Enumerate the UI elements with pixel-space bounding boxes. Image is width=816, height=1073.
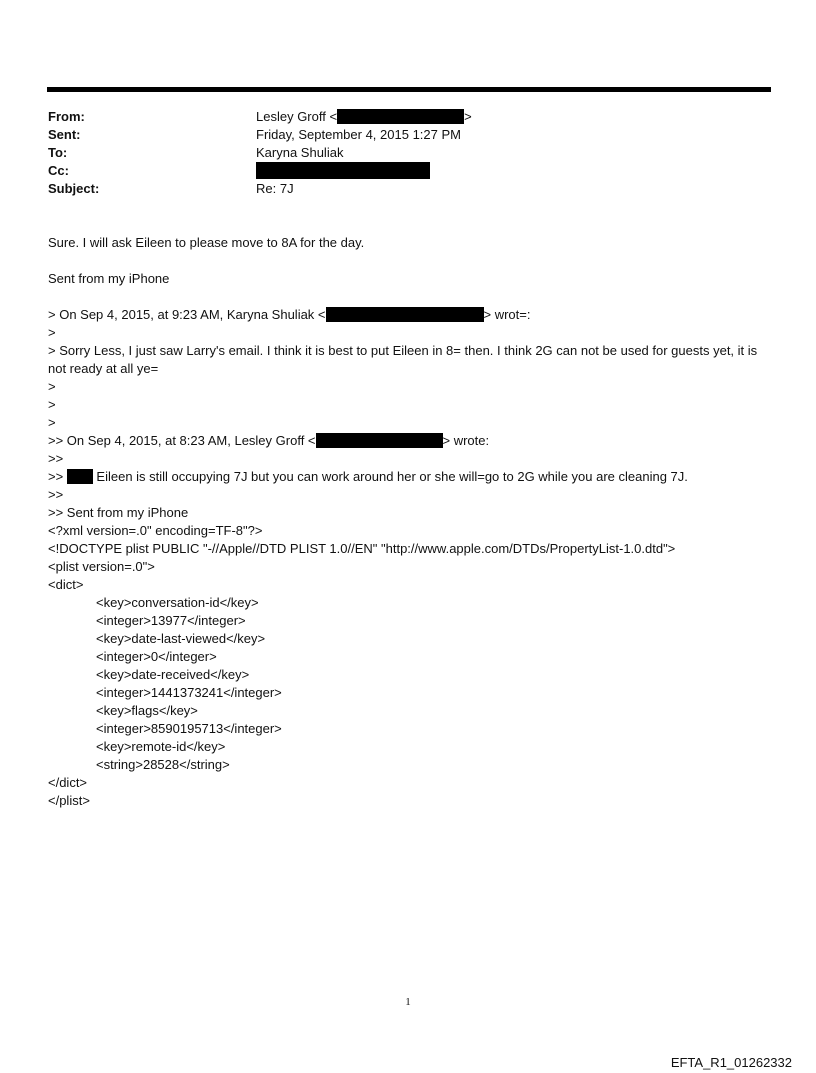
plist-line: <integer>0</integer>: [96, 649, 217, 664]
to-label: To:: [48, 145, 68, 160]
reply-text: Sure. I will ask Eileen to please move to 8A for the day.: [48, 235, 365, 250]
plist-line: <key>flags</key>: [96, 703, 198, 718]
from-label: From:: [48, 109, 85, 124]
nested-quote-header-start: >> On Sep 4, 2015, at 8:23 AM, Lesley Groff <: [48, 433, 316, 448]
dict-close-tag: </dict>: [48, 775, 88, 790]
quote-header-start: > On Sep 4, 2015, at 9:23 AM, Karyna Shuliak <: [48, 307, 326, 322]
plist-open-tag: <plist version=.0">: [48, 559, 155, 574]
nested-quote-text: Eileen is still occupying 7J but you can work around her or she will=go to 2G while you are cleaning 7J.: [92, 469, 688, 484]
plist-line: <key>conversation-id</key>: [96, 595, 259, 610]
from-close: >: [464, 109, 472, 124]
nested-quote-marker: >>: [48, 487, 64, 502]
plist-line: <integer>8590195713</integer>: [96, 721, 282, 736]
sent-label: Sent:: [48, 127, 81, 142]
quote-marker: >: [48, 325, 56, 340]
subject-value: Re: 7J: [256, 181, 294, 196]
quote-marker: >: [48, 397, 56, 412]
plist-line: <key>date-last-viewed</key>: [96, 631, 266, 646]
plist-line: <string>28528</string>: [96, 757, 230, 772]
nested-quote-marker: >>: [48, 451, 64, 466]
sent-value: Friday, September 4, 2015 1:27 PM: [256, 127, 461, 142]
redaction-block: [337, 109, 464, 124]
nested-quote-header-end: > wrote:: [442, 433, 490, 448]
header-rule: [47, 87, 771, 92]
plist-close-tag: </plist>: [48, 793, 90, 808]
xml-declaration: <?xml version=.0" encoding=TF-8"?>: [48, 523, 263, 538]
redaction-block: [326, 307, 484, 322]
redaction-block: [256, 162, 430, 179]
nested-quote-prefix: >>: [48, 469, 64, 484]
redaction-block: [316, 433, 443, 448]
signature-line: Sent from my iPhone: [48, 271, 170, 286]
cc-value: [256, 162, 430, 181]
plist-line: <key>remote-id</key>: [96, 739, 226, 754]
nested-signature-line: >> Sent from my iPhone: [48, 505, 189, 520]
dict-open-tag: <dict>: [48, 577, 84, 592]
nested-quote-header-line: [48, 432, 489, 450]
from-name: Lesley Groff <: [256, 109, 338, 124]
redaction-block: [67, 469, 93, 484]
plist-line: <integer>1441373241</integer>: [96, 685, 282, 700]
plist-doctype: <!DOCTYPE plist PUBLIC "-//Apple//DTD PLIST 1.0//EN" "http://www.apple.com/DTDs/PropertyList-1.0.dtd">: [48, 541, 676, 556]
subject-label: Subject:: [48, 181, 100, 196]
quote-header-end: > wrot=:: [483, 307, 531, 322]
from-value: [256, 108, 472, 126]
quote-text: > Sorry Less, I just saw Larry's email. I think it is best to put Eileen in 8= then. I think 2G can not be used for guests yet, it is not ready at all ye=: [48, 343, 758, 376]
plist-line: <key>date-received</key>: [96, 667, 250, 682]
page-number: 1: [405, 996, 411, 1008]
quote-header-line: [48, 306, 530, 324]
cc-label: Cc:: [48, 163, 69, 178]
document-id: EFTA_R1_01262332: [670, 1055, 792, 1070]
nested-quote-line: [48, 468, 688, 486]
quote-marker: >: [48, 415, 56, 430]
quote-marker: >: [48, 379, 56, 394]
to-value: Karyna Shuliak: [256, 145, 344, 160]
plist-line: <integer>13977</integer>: [96, 613, 246, 628]
